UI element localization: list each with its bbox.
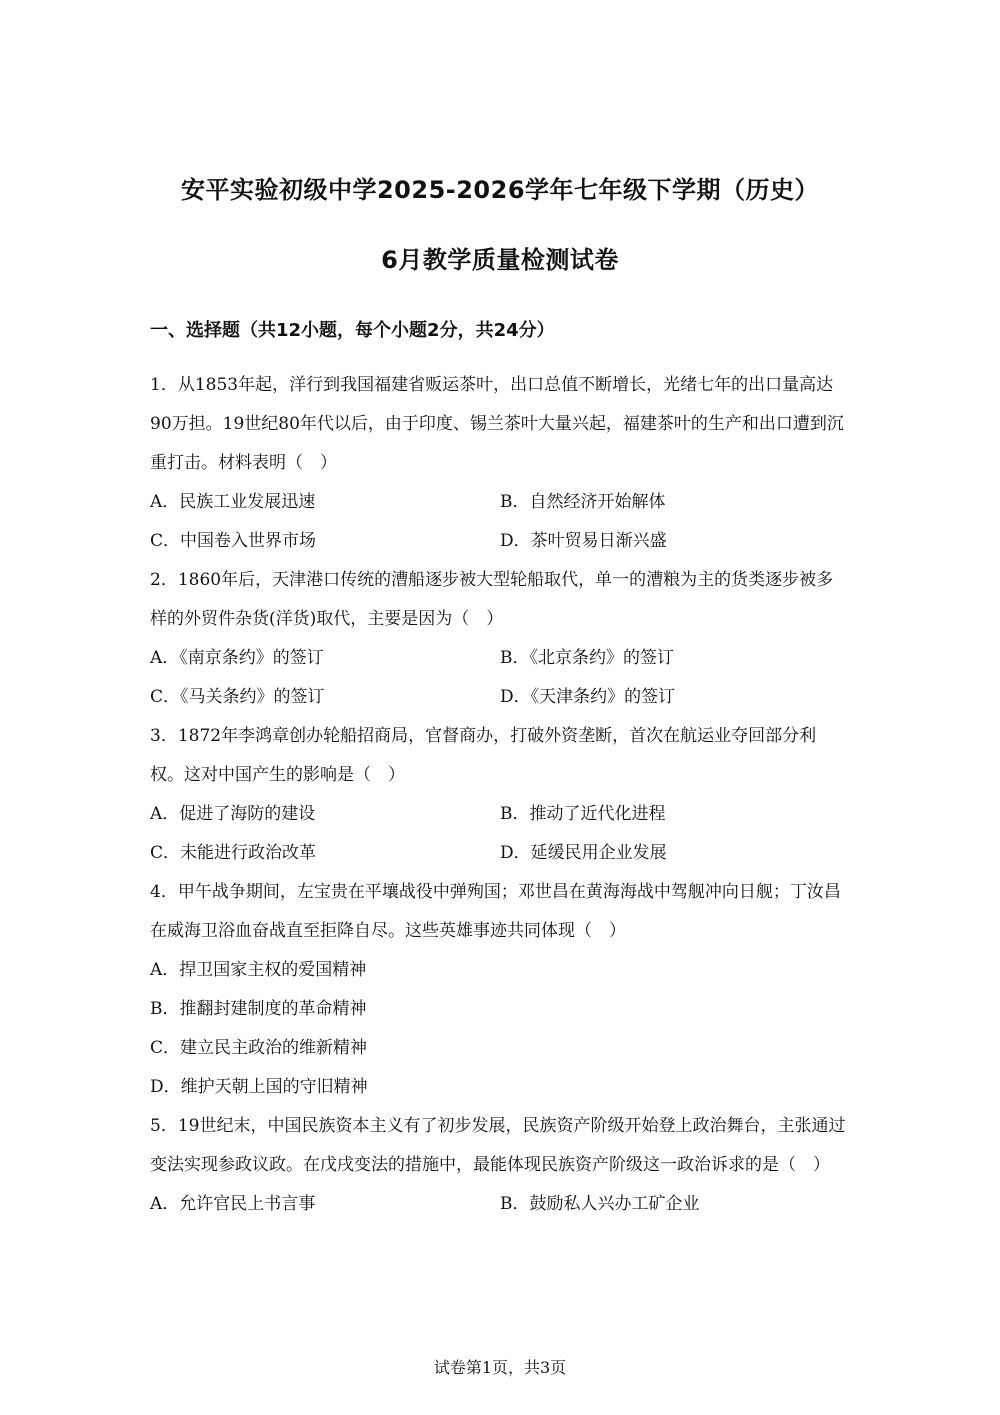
question-stem: 4．甲午战争期间，左宝贵在平壤战役中弹殉国；邓世昌在黄海海战中驾舰冲向日舰；丁汝昌在威海卫浴血奋战直至拒降自尽。这些英雄事迹共同体现（ ） — [150, 882, 841, 941]
option-b: B．推动了近代化进程 — [500, 804, 666, 824]
option-grid — [150, 639, 850, 717]
exam-title-line1: 安平实验初级中学2025-2026学年七年级下学期（历史） — [180, 176, 820, 204]
question-stem: 5．19世纪末，中国民族资本主义有了初步发展，民族资产阶级开始登上政治舞台，主张通过变法实现参政议政。在戊戌变法的措施中，最能体现民族资产阶级这一政治诉求的是（ ） — [150, 1116, 846, 1175]
option-a: A．《南京条约》的签订 — [150, 648, 324, 668]
option-c: C．《马关条约》的签订 — [150, 687, 325, 707]
option-grid — [150, 795, 850, 873]
question-stem: 2．1860年后，天津港口传统的漕船逐步被大型轮船取代，单一的漕粮为主的货类逐步被多样的外贸件杂货(洋货)取代，主要是因为（ ） — [150, 570, 834, 629]
question-stem: 3．1872年李鸿章创办轮船招商局，官督商办，打破外资垄断，首次在航运业夺回部分利权。这对中国产生的影响是（ ） — [150, 726, 817, 785]
exam-title-line2: 6月教学质量检测试卷 — [381, 246, 619, 274]
option-d: D．《天津条约》的签订 — [500, 687, 676, 707]
option-list — [150, 951, 850, 1107]
option-b: B．自然经济开始解体 — [500, 492, 666, 512]
option-d: D．茶叶贸易日渐兴盛 — [500, 531, 667, 551]
option-a: A．促进了海防的建设 — [150, 804, 316, 824]
option-grid — [150, 483, 850, 561]
page-footer: 试卷第1页，共3页 — [433, 1358, 567, 1377]
question-3 — [150, 717, 850, 873]
question-4 — [150, 873, 850, 1107]
question-5 — [150, 1107, 850, 1224]
option-c: C．建立民主政治的维新精神 — [150, 1038, 368, 1058]
option-c: C．未能进行政治改革 — [150, 843, 317, 863]
option-a: A．允许官民上书言事 — [150, 1194, 316, 1214]
option-a: A．民族工业发展迅速 — [150, 492, 316, 512]
option-c: C．中国卷入世界市场 — [150, 531, 317, 551]
question-2 — [150, 561, 850, 717]
option-b: B．鼓励私人兴办工矿企业 — [500, 1194, 700, 1214]
option-b: B．推翻封建制度的革命精神 — [150, 999, 367, 1019]
section-heading: 一、选择题（共12小题，每个小题2分，共24分） — [150, 320, 555, 341]
option-d: D．维护天朝上国的守旧精神 — [150, 1077, 368, 1097]
question-1 — [150, 366, 850, 561]
option-a: A．捍卫国家主权的爱国精神 — [150, 960, 367, 980]
option-b: B．《北京条约》的签订 — [500, 648, 674, 668]
option-grid — [150, 1185, 850, 1224]
question-stem: 1．从1853年起，洋行到我国福建省贩运茶叶，出口总值不断增长，光绪七年的出口量高达90万担。19世纪80年代以后，由于印度、锡兰茶叶大量兴起，福建茶叶的生产和出口遭到沉重打击。材料表明（ ） — [150, 375, 844, 473]
option-d: D．延缓民用企业发展 — [500, 843, 667, 863]
question-list — [150, 366, 850, 1224]
